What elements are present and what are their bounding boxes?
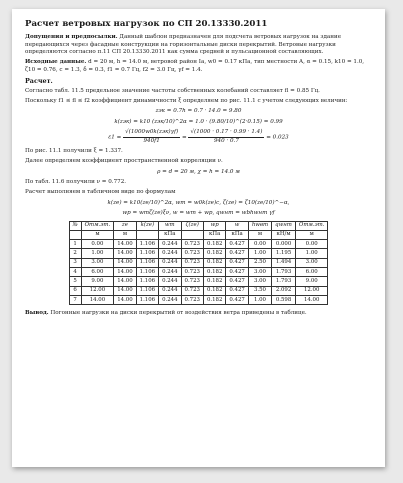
table-cell: 0.244 (159, 296, 181, 305)
inputs-text: d = 20 м, h = 14.0 м, ветровой район Iа, w0 = 0.17 кПа, тип местности A, α = 0.15, k10 = 1.0, ζ10 = 0.76, c = 1.3, δ = 0.3, f1 = 0.7 Гц, f2 = 3.0 Гц, γf = 1.4. (25, 59, 365, 73)
table-cell: 0.427 (226, 249, 248, 258)
results-table (69, 221, 329, 306)
table-cell: 1.106 (136, 249, 158, 258)
assumptions-paragraph (25, 34, 372, 56)
table-cell: 14.00 (114, 277, 136, 286)
table-cell: 0.244 (159, 240, 181, 249)
epsilon-fraction-symbolic (123, 129, 180, 145)
equation-kzeq: k(zэк) = k10 (zэк/10)^2α = 1.0 · (9.80/10)^(2·0.15) = 0.99 (114, 118, 283, 125)
table-cell: 0.723 (181, 268, 203, 277)
table-cell: 0.723 (181, 240, 203, 249)
table-cell: 0.182 (203, 258, 225, 267)
table-cell: 0.00 (248, 240, 271, 249)
table-cell: 14.00 (114, 240, 136, 249)
table-cell: 14.00 (114, 249, 136, 258)
document-sheet (12, 9, 385, 467)
table-row (69, 240, 328, 249)
table-cell: 0.723 (181, 286, 203, 295)
table-cell: 14.00 (114, 296, 136, 305)
table-cell: 1.195 (272, 249, 296, 258)
calc-paragraph-1: Согласно табл. 11.5 предельное значение частоты собственных колебаний составляет fl = 0.85 Гц. (25, 87, 320, 94)
formula-line-2: wp = wmζ(ze)ξν, w = wm + wp, qwнт = wbhwнт γf (122, 210, 275, 217)
table-cell: 14.00 (295, 296, 328, 305)
table-cell: 12.00 (81, 286, 114, 295)
table-cell: 0.244 (159, 286, 181, 295)
table-cell: 0.427 (226, 268, 248, 277)
document-title: Расчет ветровых нагрузок по СП 20.13330.2011 (25, 19, 268, 29)
table-header-row (69, 221, 328, 230)
inputs-heading: Исходные данные. (25, 59, 87, 66)
conclusion-paragraph (25, 310, 372, 317)
equation-rho-chi: ρ = d = 20 м, χ = h = 14.0 м (157, 168, 240, 175)
formula-line-1: k(ze) = k10(ze/10)^2α, wm = w0k(ze)c, ζ(ze) = ζ10(ze/10)^−α, (107, 199, 290, 206)
table-cell: 0.000 (272, 240, 296, 249)
table-header-cell: Отм.эт. (81, 221, 114, 230)
assumptions-text: Данный шаблон предназначен для подсчета ветровых нагрузок на здание передающихся через фасадные конструкции на горизонтальные диски перекрытий. Ветровые нагрузки определяются согласно п.11 СП 20.13330.2011 как сумма средней и пульсационной составляющих. (25, 34, 342, 56)
calc-paragraph-4: Далее определяем коэффициент пространственной корреляции ν. (25, 158, 223, 165)
table-cell: 3 (69, 258, 81, 267)
table-cell: 0.723 (181, 258, 203, 267)
table-row (69, 286, 328, 295)
table-unit-cell: м (81, 230, 114, 239)
epsilon-fraction-numeric (188, 129, 264, 145)
table-cell: 0.182 (203, 249, 225, 258)
table-cell: 1.00 (81, 249, 114, 258)
table-cell: 0.427 (226, 240, 248, 249)
table-cell: 5 (69, 277, 81, 286)
table-header-cell: qwнт (272, 221, 296, 230)
epsilon-lhs: ε1 = (108, 134, 122, 141)
calc-paragraph-5: По табл. 11.6 получили ν = 0.772. (25, 179, 127, 186)
table-cell: 1.106 (136, 268, 158, 277)
inputs-paragraph (25, 59, 372, 74)
table-cell: 1.00 (248, 296, 271, 305)
calc-paragraph-6: Расчет выполняем в табличном виде по формулам (25, 189, 176, 196)
table-cell: 0.598 (272, 296, 296, 305)
table-cell: 14.00 (81, 296, 114, 305)
table-row (69, 258, 328, 267)
table-row (69, 296, 328, 305)
table-cell: 0.00 (81, 240, 114, 249)
table-cell: 1.793 (272, 268, 296, 277)
table-header-cell: hwвт (248, 221, 271, 230)
table-cell: 1.793 (272, 277, 296, 286)
table-cell: 0.723 (181, 249, 203, 258)
table-cell: 1.00 (248, 249, 271, 258)
epsilon-result: = 0.023 (266, 134, 289, 141)
equation-zeq: zэк = 0.7h = 0.7 · 14.0 = 9.80 (155, 108, 242, 115)
table-cell: 2 (69, 249, 81, 258)
table-header-cell: wm (159, 221, 181, 230)
table-cell: 3.00 (81, 258, 114, 267)
table-cell: 7 (69, 296, 81, 305)
table-cell: 0.182 (203, 286, 225, 295)
conclusion-text: Погонные нагрузки на диски перекрытий от воздействия ветра приведены в таблице. (50, 310, 307, 317)
table-cell: 0.244 (159, 249, 181, 258)
calc-paragraph-3: По рис. 11.1 получили ξ = 1.337. (25, 147, 123, 154)
table-cell: 0.427 (226, 277, 248, 286)
table-unit-cell: кПа (226, 230, 248, 239)
table-cell: 6 (69, 286, 81, 295)
table-cell: 1.106 (136, 296, 158, 305)
table-header-cell: k(ze) (136, 221, 158, 230)
table-row (69, 249, 328, 258)
table-header-cell: ze (114, 221, 136, 230)
table-unit-cell: кН/м (272, 230, 296, 239)
calc-heading: Расчет. (25, 77, 53, 86)
table-body (69, 240, 328, 305)
epsilon-numerator-numeric: √(1000 · 0.17 · 0.99 · 1.4) (188, 129, 264, 137)
table-unit-cell: кПа (203, 230, 225, 239)
table-unit-cell: м (295, 230, 328, 239)
table-cell: 9.00 (81, 277, 114, 286)
table-header-cell: № (69, 221, 81, 230)
table-cell: 0.182 (203, 268, 225, 277)
table-cell: 1.494 (272, 258, 296, 267)
epsilon-denominator-symbolic: 940f1 (143, 137, 160, 144)
table-unit-cell (136, 230, 158, 239)
table-cell: 1.106 (136, 277, 158, 286)
table-cell: 0.00 (295, 240, 328, 249)
table-cell: 3.00 (248, 277, 271, 286)
table-cell: 0.427 (226, 296, 248, 305)
epsilon-numerator-symbolic: √(1000w0k(zэк)γf) (123, 129, 180, 137)
table-cell: 0.427 (226, 286, 248, 295)
table-header-cell: ζ(ze) (181, 221, 203, 230)
table-cell: 2.092 (272, 286, 296, 295)
table-cell: 14.00 (114, 258, 136, 267)
table-cell: 14.00 (114, 286, 136, 295)
table-cell: 3.00 (295, 258, 328, 267)
table-row (69, 277, 328, 286)
table-units-row (69, 230, 328, 239)
equation-epsilon: ε1 = $\frac{\text{√(1000w0k(zэк)γf)}}{940f1}$ = $\frac{√(1000 \cdot 0.17 \cdot 0.99 \cdot 1.4)}{940 \cdot 0.7}$ = 0.023 (108, 129, 289, 144)
table-unit-cell (181, 230, 203, 239)
table-cell: 1.106 (136, 258, 158, 267)
table-header-cell: w (226, 221, 248, 230)
table-cell: 0.182 (203, 296, 225, 305)
table-cell: 0.182 (203, 277, 225, 286)
table-cell: 0.244 (159, 268, 181, 277)
conclusion-heading: Вывод. (25, 310, 49, 317)
table-cell: 12.00 (295, 286, 328, 295)
table-cell: 6.00 (295, 268, 328, 277)
table-unit-cell: кПа (159, 230, 181, 239)
table-cell: 6.00 (81, 268, 114, 277)
table-header-cell: wp (203, 221, 225, 230)
table-cell: 1.106 (136, 286, 158, 295)
table-unit-cell: м (114, 230, 136, 239)
table-cell: 14.00 (114, 268, 136, 277)
table-cell: 1.106 (136, 240, 158, 249)
table-cell: 0.723 (181, 277, 203, 286)
table-cell: 1.00 (295, 249, 328, 258)
table-header-cell: Отм.эт. (295, 221, 328, 230)
table-unit-cell (69, 230, 81, 239)
table-cell: 0.427 (226, 258, 248, 267)
table-unit-cell: м (248, 230, 271, 239)
table-cell: 1 (69, 240, 81, 249)
table-cell: 3.00 (248, 268, 271, 277)
table-row (69, 268, 328, 277)
epsilon-denominator-numeric: 940 · 0.7 (213, 137, 239, 144)
assumptions-heading: Допущения и предпосылки. (25, 34, 118, 41)
calc-paragraph-2: Поскольку f1 ≤ fl ≤ f2 коэффициент динамичности ξ определяем по рис. 11.1 с учетом следующих величин: (25, 98, 348, 105)
table-cell: 2.50 (248, 258, 271, 267)
table-cell: 9.00 (295, 277, 328, 286)
table-cell: 0.244 (159, 277, 181, 286)
table-cell: 0.244 (159, 258, 181, 267)
table-cell: 3.50 (248, 286, 271, 295)
table-cell: 0.182 (203, 240, 225, 249)
table-cell: 0.723 (181, 296, 203, 305)
table-cell: 4 (69, 268, 81, 277)
